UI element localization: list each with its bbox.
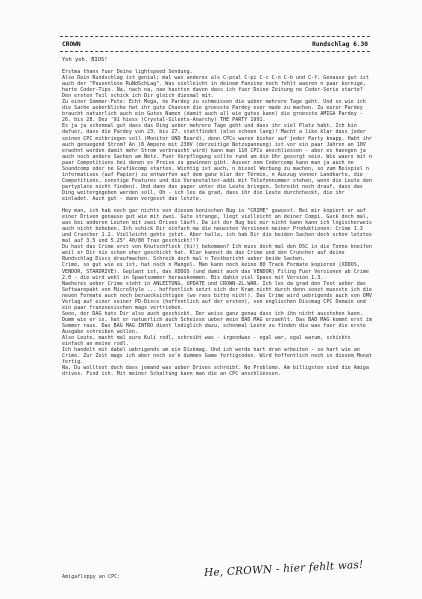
top-rule [60, 36, 370, 37]
paragraph: Na, Du wolltest doch dass jemand was ueber Drives schreibt. No Problemo. Am billigsten sind die Amiga drives. Find ich. Mit meiner Schaltung kann man die an CPC anschliessen. [62, 365, 369, 378]
paragraph: Du hast das Crime erst von Knutschfleck (hi!) bekommen? Ich muss doch mal den DSC in die Tonne kneifen weil er Dir nix schon eher geschickt hat. Klar kannst de das Crime und den Cruncher auf deine Rundschlag Discs draufmachen. Schreib doch mal n Testbericht ueber beide Sachen. [62, 244, 372, 263]
paragraph: Erstma thanx fuer Deine lightspeed Sendung. [62, 69, 193, 75]
paragraph: Sooo, der DAG hats Dir also auch geschickt. Der weiss ganz genau dass ich ihn nicht ausstehen kann. Dumm wie er is, hat er natuerlich auch Scheisse ueber mein BAD MAG erzaehlt. Das BAD MAG kommt erst im Sommer raus. Das BAG MAG INTRO dient lediglich dazu, schonmal Leute zu finden die was fuer die erste Ausgabe schreiben wollen. [62, 310, 372, 335]
paragraph: Es ja ja schonmal gut dass das Ding ueber mehrere Tage geht und dass ihr viel Platz habt. Ich bin dafuer, dass die Pardey von 23. bis 27. stattfindet (also schoen lang)! Macht a like klar dass jeder seinen CPC mitbringen soll (Monitor UND Board), denn CPCs waren bisher auf jeder Party knapp. Habt ihr auch genuegend Strom? An (8 Ampere mit 230V (derzeitige Netzspannung) ist vor ein paar Jahren an 10V erwohnt worden damit mehr Strom verbraucht wird) kann man 110 CPCs anschliessen - aber es haengen ja auch noch andere Sachen am Netz. Fuer Verpflegung sollte rund um die Uhr gesorgt sein. Wie waers mit n paar Competitions bei denen es Preise zu gewinnen gibt. Ausser nem Codercomp kann man ja auch ne Soundcomp oder ne Grafikcomp starten. Wichtig ist auch, n bissel Werbung zu machen, so zum Beispiel n informatives (auf Papier) zu entwerfen auf dem ganz klar der Termin, n Auszug vonner Landkarte, die Competitions, sonstige Features und die Veranstalter-addi mit Telefonnummer stehen, wenn die Leute den partyplace nicht finden). Und dann das paper unter die Leute bringen. Schreibt noch drauf, dass das Ding weitergegeben werden soll. Oh - ich les da grad, dass ihr die Leute durchcheckt, die ihr einladet. Auch gut - dann vergesst das letzte. [62, 123, 372, 202]
paragraph: Also Dein Rundschlag ist genial; mal was anderes als C-pcal C-pi C-c C-n C-b und C-f. Genauso gut ist auch der "Pausenlose RuNdSchLag". Was vielleicht in deinem Fanzine noch fehlt waeren n paar kernige, harte Coder-Tips. Na, nach na, nao hasttsn davon dass ich fuer Deine Zeitung ne Coder-Serie starte? Den ersten Teil schick ich Dir gleich diesmal mit. [62, 75, 369, 100]
header-rule [60, 51, 370, 52]
paragraph: Hey man, ich hab noch gar nichts von diesem konischen Bug in "CRIME" gewusst. Bei mir kopiert er auf einer Driven genauso gut wie mit zwei. Gute strange, liegt vielleicht an deiner Compi. Guck doch mal, was bei anderen Leuten mit zwei Drives läuft. Da ist der Bug bei mir nicht kann kann ich logischerweis auch nicht beheben. Ich schick Dir einfach ma die neuesten Versionen meiner Produktionen: Crime 1.3 und Cruncher 1.2. Vielleicht gehts jetzt. Aber halle, ich hab Dir die beiden Sachen doch schon letztes mal auf 3.5 und 5.25" 40/80 Trax geschickt!!? [62, 208, 372, 245]
paragraph: Naeheres ueber Crime steht in ANLEITUNG, UPDATE und CROWN-2L.WAR. Ich les da grad den Test ueber das Softwarepakt von MicroStyle ... hoffentlich setzt sich der Kram nicht durch denn sonst muesste ich die neuen Formate auch noch beruecksichtigen (wo rass bitte nich!). Das Crime wird uebrigends auch von OMV Verlag auf einer seiner PD-Discs (hoffentlich auf der ersten), von englischen Discmag CPC Domain und ein paar franzoesischen mags vertrieben. [62, 280, 372, 311]
paragraph: Ich handelt mit dabel uebrigends um ein Diskmag. Und ich werde hart dran arbeiten - so hart wie an Crime. Zur Zeit mags ich aber noch so'n dummes Game fertigcoden. Wird hoffentlich noch in diesem Monat fertig. [62, 347, 372, 366]
paragraph: Crime, so gut wie es ist, hat noch n Mangel. Man kann noch keine 80 Track Formate kopieren (XDDOS, VENDOR, STARDRIVE). Geplant ist, das XDDOS (und damit auch das VENDOR) Filing Fuer Versionen ab Crime 2.0 - die wird wohl in Spaetsommer herauskommen. Bis dahin viel Spass mit Version 1.3. [62, 262, 369, 281]
issue-label: Rundschlag 6.30 [312, 41, 368, 48]
author-name: CROWN [62, 41, 81, 48]
letter-body [62, 69, 374, 377]
handwritten-note: He, CROWN - hier fehlt was! [203, 558, 364, 580]
greeting: Yoh yoh. BIOS! [62, 57, 108, 63]
paragraph: Zu einer Sommer-Fete: Echt Mega, ne Pardey zu schmeissen die ueber mehrere Tage geht. Und so wie ich die Sache ueberblicke hat ihr gute Chancen die groesste Pardey ever made zu machen. Zu eurer Pardey braucht natuerlich auch ein Gutes Namen (damit auch all wie gutes kann) die groesste AMIGA Pardey - 26. bis 28. Dez '91 hiess (Crystal-Silents-Anarchy) THE PARTY 1991. [62, 99, 366, 124]
section-label: Amigafloppy an CPC: [62, 574, 121, 580]
paragraph: Also Leute, macht mal eure Kuli rodl, schreibt was - irgendwas - egal war, egal warum, schickts einfach an meine rodl. [62, 335, 351, 348]
